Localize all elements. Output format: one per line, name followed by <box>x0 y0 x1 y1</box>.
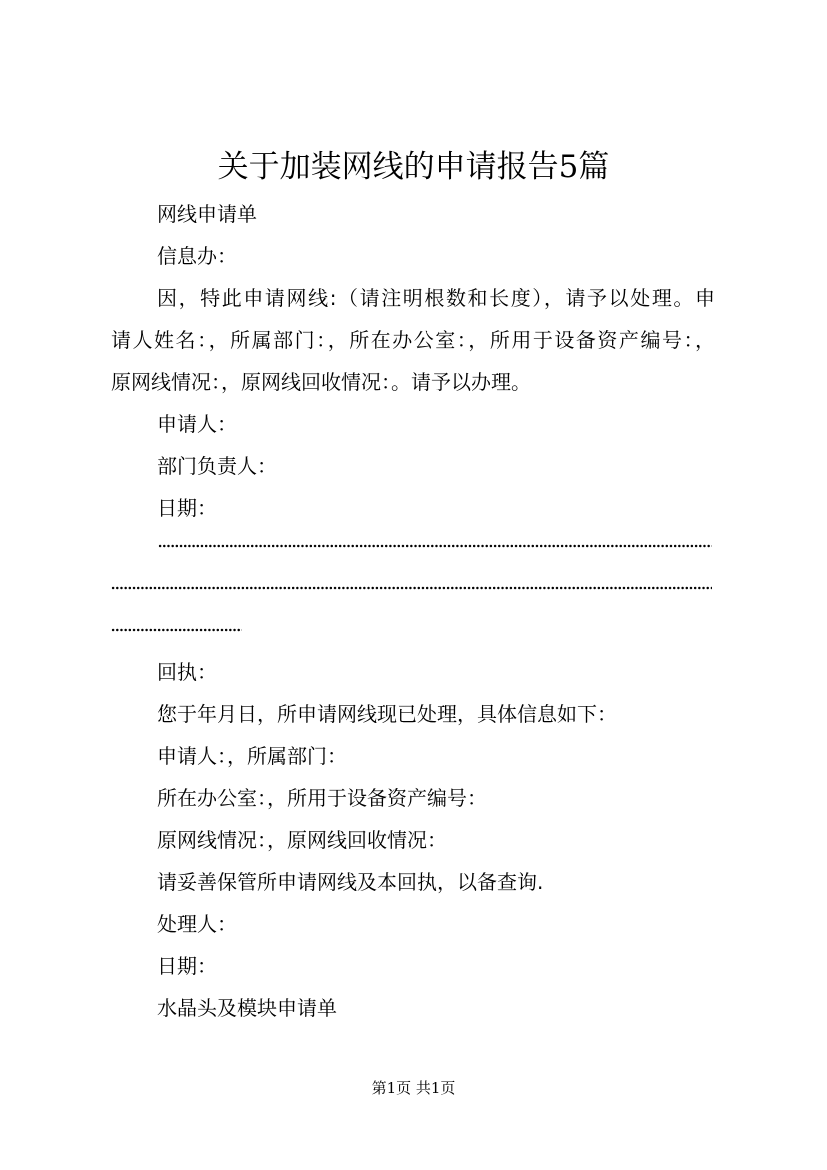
body-line-1: 因，特此申请网线:（请注明根数和长度），请予以处理。申 <box>157 286 715 310</box>
receipt-line-2: 申请人：，所属部门： <box>157 744 347 768</box>
document-title: 关于加装网线的申请报告5篇 <box>217 149 610 185</box>
addressee: 信息办： <box>157 244 237 268</box>
date-label: 日期： <box>157 496 217 520</box>
receipt-date-label: 日期： <box>157 954 217 978</box>
receipt-line-1: 您于年月日，所申请网线现已处理，具体信息如下： <box>157 702 617 726</box>
receipt-title: 回执： <box>157 660 217 684</box>
dotted-separator-line-2 <box>111 586 712 590</box>
handler-label: 处理人： <box>157 912 237 936</box>
page-footer: 第1页 共1页 <box>371 1079 456 1097</box>
next-section-title: 水晶头及模块申请单 <box>157 996 337 1020</box>
dotted-separator-line-3 <box>111 628 242 632</box>
receipt-line-3: 所在办公室：，所用于设备资产编号： <box>157 786 487 810</box>
body-line-3: 原网线情况：，原网线回收情况：。请予以办理。 <box>111 370 531 394</box>
receipt-line-4: 原网线情况：，原网线回收情况： <box>157 828 447 852</box>
section-title: 网线申请单 <box>157 202 257 226</box>
dotted-separator-line-1 <box>158 544 712 548</box>
applicant-label: 申请人： <box>157 412 237 436</box>
body-line-2: 请人姓名：，所属部门：，所在办公室：，所用于设备资产编号：， <box>111 328 715 352</box>
receipt-line-5: 请妥善保管所申请网线及本回执，以备查询. <box>157 870 544 894</box>
dept-head-label: 部门负责人： <box>157 454 277 478</box>
